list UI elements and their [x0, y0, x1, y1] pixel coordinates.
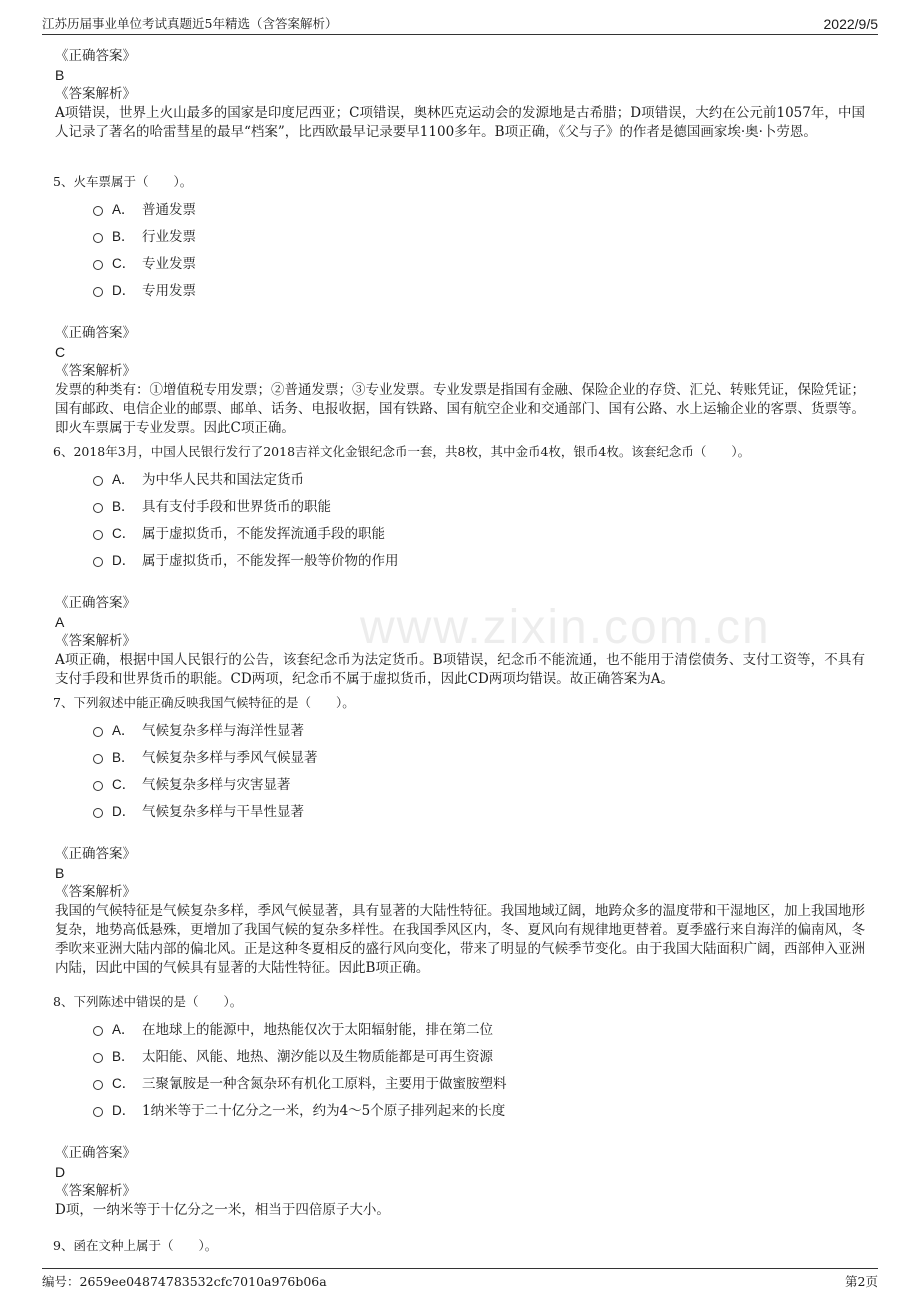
radio-icon[interactable] [93, 530, 103, 540]
page-footer [42, 1268, 878, 1290]
option-list [93, 715, 865, 823]
analysis-text: A项正确，根据中国人民银行的公告，该套纪念币为法定货币。B项错误，纪念币不能流通，也不能用于清偿债务、支付工资等，不具有支付手段和世界货币的职能。CD两项，纪念币不属于虚拟货币，因此CD两项均错误。故正确答案为A。 [55, 652, 865, 687]
answer-label: 《正确答案》 [55, 846, 136, 862]
option-c[interactable]: C． 属于虚拟货币，不能发挥流通手段的职能 [93, 518, 865, 545]
option-d[interactable]: D． 专用发票 [93, 275, 865, 302]
radio-icon[interactable] [93, 503, 103, 513]
question-6 [55, 442, 865, 689]
analysis-label: 《答案解析》 [55, 1183, 136, 1199]
option-list [93, 464, 865, 572]
option-c[interactable]: C． 专业发票 [93, 248, 865, 275]
radio-icon[interactable] [93, 781, 103, 791]
option-list [93, 1014, 865, 1122]
analysis-text: D项，一纳米等于十亿分之一米，相当于四倍原子大小。 [55, 1202, 390, 1218]
radio-icon[interactable] [93, 1026, 103, 1036]
question-9-title: 9、函在文种上属于（ ）。 [53, 1238, 218, 1253]
page-number: 第2页 [845, 1274, 878, 1289]
analysis-label: 《答案解析》 [55, 86, 136, 102]
option-b[interactable]: B． 行业发票 [93, 221, 865, 248]
question-8 [55, 992, 865, 1220]
analysis-label: 《答案解析》 [55, 633, 136, 649]
radio-icon[interactable] [93, 557, 103, 567]
radio-icon[interactable] [93, 476, 103, 486]
answer-label: 《正确答案》 [55, 1145, 136, 1161]
question-4-answer [55, 47, 865, 155]
option-a[interactable]: A． 普通发票 [93, 194, 865, 221]
option-d[interactable]: D． 气候复杂多样与干旱性显著 [93, 796, 865, 823]
answer-value: D [55, 1164, 66, 1180]
radio-icon[interactable] [93, 754, 103, 764]
option-d[interactable]: D． 1纳米等于二十亿分之一米，约为4～5个原子排列起来的长度 [93, 1095, 865, 1122]
radio-icon[interactable] [93, 727, 103, 737]
document-date: 2022/9/5 [823, 16, 878, 32]
question-title: 6、2018年3月，中国人民银行发行了2018吉祥文化金银纪念币一套，共8枚，其中金币4枚，银币4枚。该套纪念币（ ）。 [53, 444, 751, 459]
answer-value: B [55, 67, 65, 83]
radio-icon[interactable] [93, 1080, 103, 1090]
question-title: 7、下列叙述中能正确反映我国气候特征的是（ ）。 [53, 695, 355, 710]
option-b[interactable]: B． 气候复杂多样与季风气候显著 [93, 742, 865, 769]
option-c[interactable]: C． 气候复杂多样与灾害显著 [93, 769, 865, 796]
answer-value: C [55, 344, 66, 360]
analysis-text: 我国的气候特征是气候复杂多样，季风气候显著，具有显著的大陆性特征。我国地域辽阔，地跨众多的温度带和干湿地区，加上我国地形复杂，地势高低悬殊，更增加了我国气候的复杂多样性。在我国季风区内，冬、夏风向有规律地更替着。夏季盛行来自海洋的偏南风，冬季吹来亚洲大陆内部的偏北风。正是这种冬夏相反的盛行风向变化，带来了明显的气候季节变化。由于我国大陆面积广阔，西部伸入亚洲内陆，因此中国的气候具有显著的大陆性特征。因此B项正确。 [55, 903, 865, 976]
analysis-label: 《答案解析》 [55, 363, 136, 379]
radio-icon[interactable] [93, 1107, 103, 1117]
page-content [55, 47, 865, 1255]
watermark: www.zixin.com.cn [360, 601, 771, 654]
radio-icon[interactable] [93, 287, 103, 297]
radio-icon[interactable] [93, 233, 103, 243]
question-5 [55, 172, 865, 438]
analysis-text: A项错误，世界上火山最多的国家是印度尼西亚；C项错误，奥林匹克运动会的发源地是古希腊；D项错误，大约在公元前1057年，中国人记录了著名的哈雷彗星的最早“档案”，比西欧最早记录要早1100多年。B项正确，《父与子》的作者是德国画家埃·奥·卜劳恩。 [55, 105, 865, 140]
option-b[interactable]: B． 具有支付手段和世界货币的职能 [93, 491, 865, 518]
answer-label: 《正确答案》 [55, 48, 136, 64]
option-a[interactable]: A． 在地球上的能源中，地热能仅次于太阳辐射能，排在第二位 [93, 1014, 865, 1041]
option-d[interactable]: D． 属于虚拟货币，不能发挥一般等价物的作用 [93, 545, 865, 572]
question-7 [55, 693, 865, 978]
answer-label: 《正确答案》 [55, 595, 136, 611]
option-a[interactable]: A． 为中华人民共和国法定货币 [93, 464, 865, 491]
answer-value: A [55, 614, 65, 630]
radio-icon[interactable] [93, 260, 103, 270]
option-list [93, 194, 865, 302]
document-title: 江苏历届事业单位考试真题近5年精选（含答案解析） [42, 16, 338, 31]
analysis-label: 《答案解析》 [55, 884, 136, 900]
answer-label: 《正确答案》 [55, 325, 136, 341]
option-a[interactable]: A． 气候复杂多样与海洋性显著 [93, 715, 865, 742]
radio-icon[interactable] [93, 206, 103, 216]
document-code: 编号：2659ee04874783532cfc7010a976b06a [42, 1274, 327, 1289]
radio-icon[interactable] [93, 1053, 103, 1063]
page-header [42, 12, 878, 35]
radio-icon[interactable] [93, 808, 103, 818]
question-title: 8、下列陈述中错误的是（ ）。 [53, 994, 243, 1009]
question-title: 5、火车票属于（ ）。 [53, 174, 193, 189]
option-b[interactable]: B． 太阳能、风能、地热、潮汐能以及生物质能都是可再生资源 [93, 1041, 865, 1068]
analysis-text: 发票的种类有：①增值税专用发票；②普通发票；③专业发票。专业发票是指国有金融、保险企业的存贷、汇兑、转账凭证，保险凭证；国有邮政、电信企业的邮票、邮单、话务、电报收据，国有铁路、国有航空企业和交通部门、国有公路、水上运输企业的客票、货票等。即火车票属于专业发票。因此C项正确。 [55, 382, 865, 436]
option-c[interactable]: C． 三聚氰胺是一种含氮杂环有机化工原料，主要用于做蜜胺塑料 [93, 1068, 865, 1095]
answer-value: B [55, 865, 65, 881]
